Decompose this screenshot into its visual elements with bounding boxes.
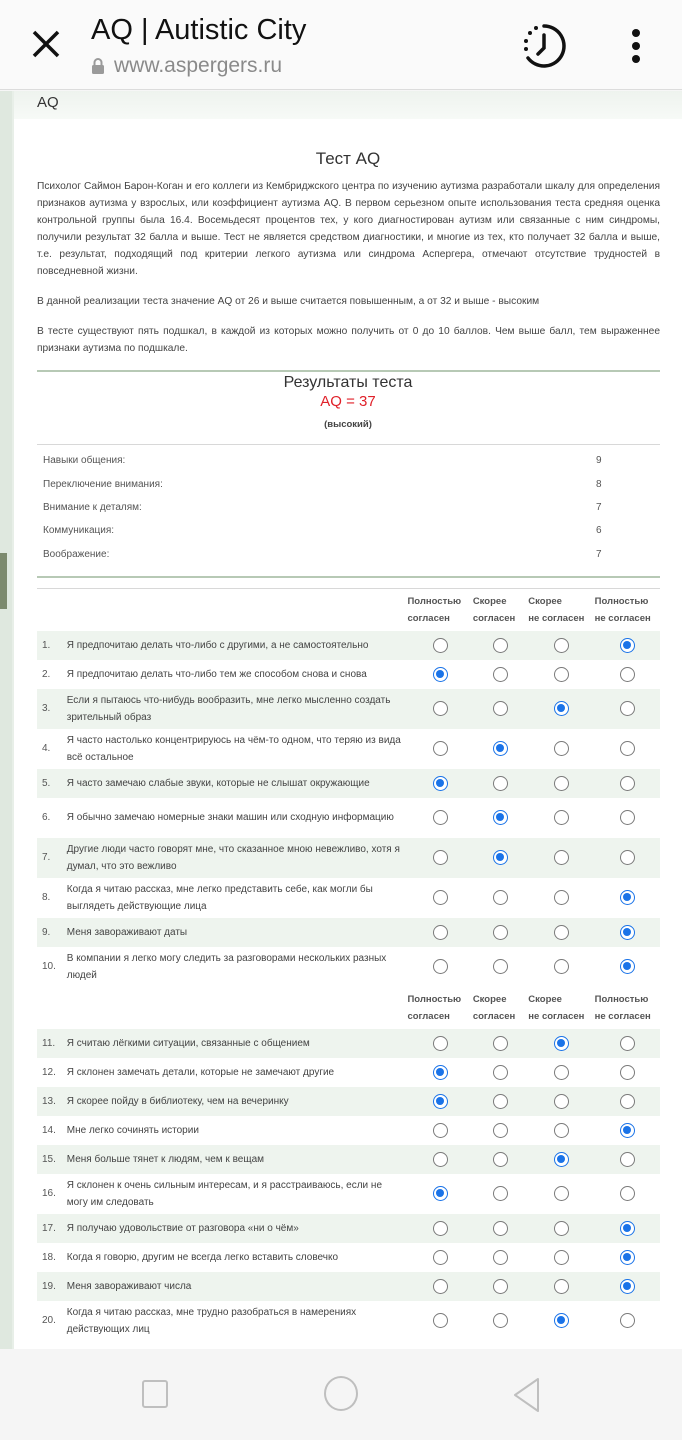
radio-button[interactable] (433, 638, 448, 653)
question-row (37, 1087, 660, 1116)
answer-option (473, 1152, 528, 1167)
question-row (37, 798, 660, 838)
answer-option (407, 1123, 472, 1138)
radio-button[interactable] (493, 1279, 508, 1294)
answer-option (407, 925, 472, 940)
question-row (37, 660, 660, 689)
radio-button[interactable] (493, 1123, 508, 1138)
radio-button[interactable] (620, 1123, 635, 1138)
question-number: 16. (42, 1188, 56, 1200)
radio-button[interactable] (433, 959, 448, 974)
radio-button[interactable] (620, 1279, 635, 1294)
radio-button[interactable] (433, 1065, 448, 1080)
radio-button[interactable] (554, 1094, 569, 1109)
radio-button[interactable] (493, 1036, 508, 1051)
radio-button[interactable] (493, 810, 508, 825)
subscale-row (37, 449, 660, 472)
question-number: 20. (42, 1315, 56, 1327)
history-button[interactable] (518, 20, 570, 72)
answer-option (473, 1094, 528, 1109)
answer-option (407, 810, 472, 825)
radio-button[interactable] (554, 1152, 569, 1167)
answer-option (595, 638, 660, 653)
answer-option (407, 1094, 472, 1109)
question-number: 9. (42, 926, 51, 938)
answer-option (528, 1186, 594, 1201)
question-row (37, 631, 660, 660)
questionnaire-table (37, 589, 660, 1341)
radio-button[interactable] (554, 701, 569, 716)
answer-option (528, 890, 594, 905)
answer-option (407, 701, 472, 716)
answer-option (473, 1065, 528, 1080)
radio-button[interactable] (493, 776, 508, 791)
radio-button[interactable] (433, 850, 448, 865)
answer-option (595, 850, 660, 865)
answer-option (473, 701, 528, 716)
question-number: 11. (42, 1037, 56, 1049)
answer-option (528, 1279, 594, 1294)
radio-button[interactable] (620, 850, 635, 865)
answer-option (595, 1221, 660, 1236)
answer-option (473, 959, 528, 974)
radio-button[interactable] (493, 890, 508, 905)
question-text: Меня завораживают числа (66, 1280, 192, 1292)
answer-option (473, 1250, 528, 1265)
column-header (473, 593, 528, 627)
answer-option (473, 850, 528, 865)
radio-button[interactable] (493, 638, 508, 653)
radio-button[interactable] (493, 1186, 508, 1201)
intro-paragraph: Психолог Саймон Барон-Коган и его коллеги из Кембриджского центра по изучению аутизма разработали шкалу для определения признаков аутизма у взрослых, или коэффициент аутизма AQ. В первом серьезном опыте использования теста средняя оценка контрольной группы была 16.4. Восемьдесят процентов тех, у кого диагностирован аутизм или связанные с ним синдромы, получили результат 32 балла и выше. Тест не является средством диагностики, и многие из тех, кто получает 32 балла и выше, т.е. результат, подходящий под критерии легкого аутизма или синдрома Аспергера, отмечают отсутствие трудностей в повседневной жизни. (37, 181, 660, 277)
answer-option (595, 1313, 660, 1328)
radio-button[interactable] (554, 776, 569, 791)
answer-option (528, 1065, 594, 1080)
radio-button[interactable] (493, 925, 508, 940)
radio-button[interactable] (620, 1186, 635, 1201)
radio-button[interactable] (620, 1065, 635, 1080)
answer-option (407, 1313, 472, 1328)
column-header (528, 593, 594, 627)
radio-button[interactable] (554, 667, 569, 682)
question-row (37, 1243, 660, 1272)
question-number: 14. (42, 1124, 56, 1136)
answer-option (473, 1221, 528, 1236)
web-page (0, 91, 682, 1349)
radio-button[interactable] (493, 959, 508, 974)
radio-button[interactable] (620, 667, 635, 682)
question-text: Если я пытаюсь что-нибудь вообразить, мне легко мысленно создать зрительный образ (66, 694, 391, 723)
question-text: Я предпочитаю делать что-либо с другими, а не самостоятельно (66, 639, 369, 651)
question-text: Другие люди часто говорят мне, что сказанное мною невежливо, хотя я думал, что это вежливо (66, 843, 400, 872)
answer-option (595, 1250, 660, 1265)
radio-button[interactable] (620, 1313, 635, 1328)
section-divider (37, 576, 660, 578)
radio-button[interactable] (433, 1250, 448, 1265)
radio-button[interactable] (554, 1186, 569, 1201)
radio-button[interactable] (620, 741, 635, 756)
answer-option (595, 776, 660, 791)
radio-button[interactable] (433, 1036, 448, 1051)
column-header-line1: Полностью (594, 595, 649, 607)
column-header-line2: согласен (407, 1010, 450, 1022)
scrollbar-thumb[interactable] (0, 553, 7, 609)
radio-button[interactable] (554, 925, 569, 940)
question-text: Когда я говорю, другим не всегда легко вставить словечко (66, 1251, 339, 1263)
answer-option (595, 1186, 660, 1201)
subscale-row (37, 543, 660, 566)
radio-button[interactable] (620, 1221, 635, 1236)
question-row (37, 1301, 660, 1341)
close-button[interactable] (26, 24, 66, 64)
radio-button[interactable] (554, 1250, 569, 1265)
answer-option (528, 959, 594, 974)
answer-option (473, 741, 528, 756)
back-icon[interactable] (510, 1376, 544, 1414)
radio-button[interactable] (493, 1221, 508, 1236)
question-text: Я получаю удовольствие от разговора «ни о чём» (66, 1222, 299, 1234)
answer-option (528, 701, 594, 716)
radio-button[interactable] (620, 1094, 635, 1109)
table-header (37, 589, 660, 631)
question-number: 1. (42, 639, 51, 651)
radio-button[interactable] (433, 810, 448, 825)
results-title: Результаты теста (283, 374, 413, 391)
answer-option (407, 1065, 472, 1080)
radio-button[interactable] (620, 638, 635, 653)
question-number: 13. (42, 1095, 56, 1107)
answer-option (595, 1279, 660, 1294)
radio-button[interactable] (554, 1313, 569, 1328)
radio-button[interactable] (493, 667, 508, 682)
radio-button[interactable] (433, 1094, 448, 1109)
radio-button[interactable] (493, 850, 508, 865)
question-text: В компании я легко могу следить за разговорами нескольких разных людей (66, 952, 387, 981)
threshold-paragraph: В данной реализации теста значение AQ от 26 и выше считается повышенным, а от 32 и выше - высоким (37, 296, 540, 307)
radio-button[interactable] (433, 1152, 448, 1167)
answer-option (473, 1279, 528, 1294)
radio-button[interactable] (433, 701, 448, 716)
subscale-label: Переключение внимания: (43, 478, 163, 490)
aq-level: (высокий) (324, 419, 372, 430)
answer-option (595, 890, 660, 905)
answer-option (528, 1152, 594, 1167)
radio-button[interactable] (554, 959, 569, 974)
answer-option (595, 1123, 660, 1138)
question-number: 8. (42, 892, 51, 904)
subscale-label: Коммуникация: (43, 525, 115, 537)
question-row (37, 1272, 660, 1301)
column-header-line1: Полностью (407, 595, 462, 607)
browser-toolbar (0, 0, 682, 90)
column-header-line1: Полностью (407, 993, 462, 1005)
answer-option (528, 850, 594, 865)
answer-option (473, 890, 528, 905)
answer-option (473, 776, 528, 791)
question-number: 6. (42, 812, 51, 824)
question-row (37, 878, 660, 918)
answer-option (407, 741, 472, 756)
test-title: Тест AQ (315, 149, 381, 168)
subscale-row (37, 519, 660, 542)
subscale-label: Навыки общения: (43, 455, 126, 467)
answer-option (528, 1250, 594, 1265)
answer-option (407, 1250, 472, 1265)
url-row[interactable] (91, 54, 282, 78)
column-header-line2: не согласен (528, 1010, 585, 1022)
answer-option (407, 1279, 472, 1294)
answer-option (528, 741, 594, 756)
question-text: Я склонен замечать детали, которые не замечают другие (66, 1066, 335, 1078)
answer-option (473, 810, 528, 825)
radio-button[interactable] (620, 925, 635, 940)
answer-option (528, 1123, 594, 1138)
radio-button[interactable] (554, 890, 569, 905)
column-header-line2: не согласен (594, 1010, 651, 1022)
answer-option (473, 1186, 528, 1201)
answer-option (528, 1313, 594, 1328)
radio-button[interactable] (433, 1279, 448, 1294)
question-text: Когда я читаю рассказ, мне легко представить себе, как могли бы выглядеть действующие лица (66, 883, 373, 912)
radio-button[interactable] (554, 638, 569, 653)
subscale-list (37, 444, 660, 566)
radio-button[interactable] (493, 1065, 508, 1080)
question-text: Меня больше тянет к людям, чем к вещам (66, 1153, 265, 1165)
column-header-line2: согласен (407, 612, 450, 624)
column-header-line2: согласен (472, 1010, 516, 1022)
answer-option (407, 776, 472, 791)
column-header (407, 991, 472, 1025)
answer-option (407, 667, 472, 682)
radio-button[interactable] (433, 1221, 448, 1236)
question-row (37, 769, 660, 798)
answer-option (407, 959, 472, 974)
radio-button[interactable] (554, 1036, 569, 1051)
question-row (37, 1029, 660, 1058)
radio-button[interactable] (620, 1152, 635, 1167)
radio-button[interactable] (620, 959, 635, 974)
question-number: 19. (42, 1280, 56, 1292)
answer-option (595, 1094, 660, 1109)
page-title-bar: AQ | Autistic City (91, 14, 307, 46)
question-number: 15. (42, 1153, 56, 1165)
radio-button[interactable] (620, 776, 635, 791)
question-text: Я считаю лёгкими ситуации, связанные с общением (66, 1037, 310, 1049)
more-options-button[interactable] (622, 22, 650, 70)
home-icon[interactable] (324, 1376, 358, 1411)
question-text: Я часто замечаю слабые звуки, которые не слышат окружающие (66, 777, 370, 789)
answer-option (528, 925, 594, 940)
answer-option (595, 1152, 660, 1167)
question-text: Я скорее пойду в библиотеку, чем на вечеринку (66, 1095, 289, 1107)
answer-option (595, 925, 660, 940)
recent-apps-icon[interactable] (142, 1380, 168, 1408)
radio-button[interactable] (620, 890, 635, 905)
subscale-row (37, 472, 660, 495)
radio-button[interactable] (554, 1065, 569, 1080)
answer-option (407, 850, 472, 865)
column-header (595, 991, 660, 1025)
radio-button[interactable] (433, 1123, 448, 1138)
radio-button[interactable] (433, 1186, 448, 1201)
answer-option (595, 959, 660, 974)
subscale-label: Воображение: (43, 548, 110, 560)
answer-option (528, 638, 594, 653)
question-text: Когда я читаю рассказ, мне трудно разобраться в намерениях действующих лиц (66, 1306, 357, 1335)
radio-button[interactable] (493, 741, 508, 756)
content-area (14, 91, 682, 1349)
question-text: Я обычно замечаю номерные знаки машин или сходную информацию (66, 812, 394, 824)
subscale-row (37, 496, 660, 519)
subscale-value: 9 (596, 455, 602, 467)
question-number: 5. (42, 777, 51, 789)
more-vert-icon (622, 22, 650, 70)
history-icon (518, 20, 570, 72)
radio-button[interactable] (554, 741, 569, 756)
radio-button[interactable] (493, 701, 508, 716)
radio-button[interactable] (433, 925, 448, 940)
answer-option (473, 1036, 528, 1051)
answer-option (595, 667, 660, 682)
column-header (407, 593, 472, 627)
question-number: 18. (42, 1251, 56, 1263)
answer-option (528, 1221, 594, 1236)
column-header-line1: Скорее (472, 993, 507, 1005)
answer-option (595, 810, 660, 825)
column-header-line1: Скорее (528, 595, 562, 607)
radio-button[interactable] (433, 890, 448, 905)
column-header-line1: Полностью (594, 993, 649, 1005)
subscales-paragraph: В тесте существуют пять подшкал, в каждой из которых можно получить от 0 до 10 баллов. Чем выше балл, тем выраженнее признаки аутизма по подшкале. (37, 326, 660, 354)
close-icon (26, 24, 66, 64)
answer-option (407, 1221, 472, 1236)
question-row (37, 1214, 660, 1243)
question-row (37, 1174, 660, 1214)
answer-option (528, 776, 594, 791)
radio-button[interactable] (620, 1036, 635, 1051)
answer-option (528, 667, 594, 682)
section-divider (37, 370, 660, 372)
question-text: Я склонен к очень сильным интересам, и я расстраиваюсь, если не могу им следовать (66, 1179, 382, 1208)
left-strip (0, 91, 12, 1349)
column-header-line2: согласен (472, 612, 516, 624)
question-text: Я часто настолько концентрируюсь на чём-то одном, что теряю из вида всё остальное (66, 734, 401, 763)
radio-button[interactable] (433, 741, 448, 756)
column-header-line2: не согласен (594, 612, 651, 624)
answer-option (528, 810, 594, 825)
radio-button[interactable] (493, 1250, 508, 1265)
radio-button[interactable] (493, 1152, 508, 1167)
radio-button[interactable] (433, 776, 448, 791)
breadcrumb[interactable]: AQ (14, 91, 682, 119)
question-row (37, 689, 660, 729)
radio-button[interactable] (433, 667, 448, 682)
table-header (37, 987, 660, 1029)
question-number: 12. (42, 1066, 56, 1078)
radio-button[interactable] (620, 1250, 635, 1265)
column-header (595, 593, 660, 627)
question-row (37, 1116, 660, 1145)
question-number: 7. (42, 852, 51, 864)
column-header-line1: Скорее (528, 993, 562, 1005)
question-text: Мне легко сочинять истории (66, 1124, 199, 1136)
answer-option (407, 1186, 472, 1201)
column-header-line2: не согласен (528, 612, 585, 624)
answer-option (407, 1036, 472, 1051)
answer-option (528, 1036, 594, 1051)
question-row (37, 947, 660, 987)
subscale-value: 8 (596, 478, 602, 490)
answer-option (473, 925, 528, 940)
answer-option (528, 1094, 594, 1109)
radio-button[interactable] (433, 1313, 448, 1328)
radio-button[interactable] (620, 701, 635, 716)
answer-option (473, 1313, 528, 1328)
question-number: 2. (42, 668, 51, 680)
radio-button[interactable] (554, 1279, 569, 1294)
radio-button[interactable] (554, 1123, 569, 1138)
radio-button[interactable] (493, 1094, 508, 1109)
url-text: www.aspergers.ru (114, 54, 283, 77)
subscale-value: 7 (596, 501, 602, 513)
radio-button[interactable] (554, 850, 569, 865)
subscale-label: Внимание к деталям: (43, 501, 142, 513)
subscale-value: 6 (596, 525, 602, 537)
subscale-value: 7 (596, 548, 602, 560)
column-header (473, 991, 528, 1025)
answer-option (595, 1036, 660, 1051)
radio-button[interactable] (620, 810, 635, 825)
question-number: 17. (42, 1222, 56, 1234)
question-number: 4. (42, 743, 51, 755)
lock-icon (91, 58, 105, 74)
radio-button[interactable] (554, 810, 569, 825)
question-row (37, 918, 660, 947)
answer-option (407, 890, 472, 905)
question-text: Меня завораживают даты (66, 926, 188, 938)
answer-option (407, 1152, 472, 1167)
aq-score: AQ = 37 (320, 393, 376, 410)
radio-button[interactable] (554, 1221, 569, 1236)
answer-option (473, 667, 528, 682)
question-row (37, 1145, 660, 1174)
answer-option (473, 1123, 528, 1138)
column-header-line1: Скорее (472, 595, 507, 607)
column-header (528, 991, 594, 1025)
question-number: 10. (42, 961, 56, 973)
answer-option (473, 638, 528, 653)
question-number: 3. (42, 703, 51, 715)
question-row (37, 1058, 660, 1087)
question-row (37, 729, 660, 769)
answer-option (407, 638, 472, 653)
radio-button[interactable] (493, 1313, 508, 1328)
answer-option (595, 701, 660, 716)
question-text: Я предпочитаю делать что-либо тем же способом снова и снова (66, 668, 367, 680)
system-nav-bar (0, 1349, 682, 1440)
question-row (37, 838, 660, 878)
answer-option (595, 1065, 660, 1080)
answer-option (595, 741, 660, 756)
